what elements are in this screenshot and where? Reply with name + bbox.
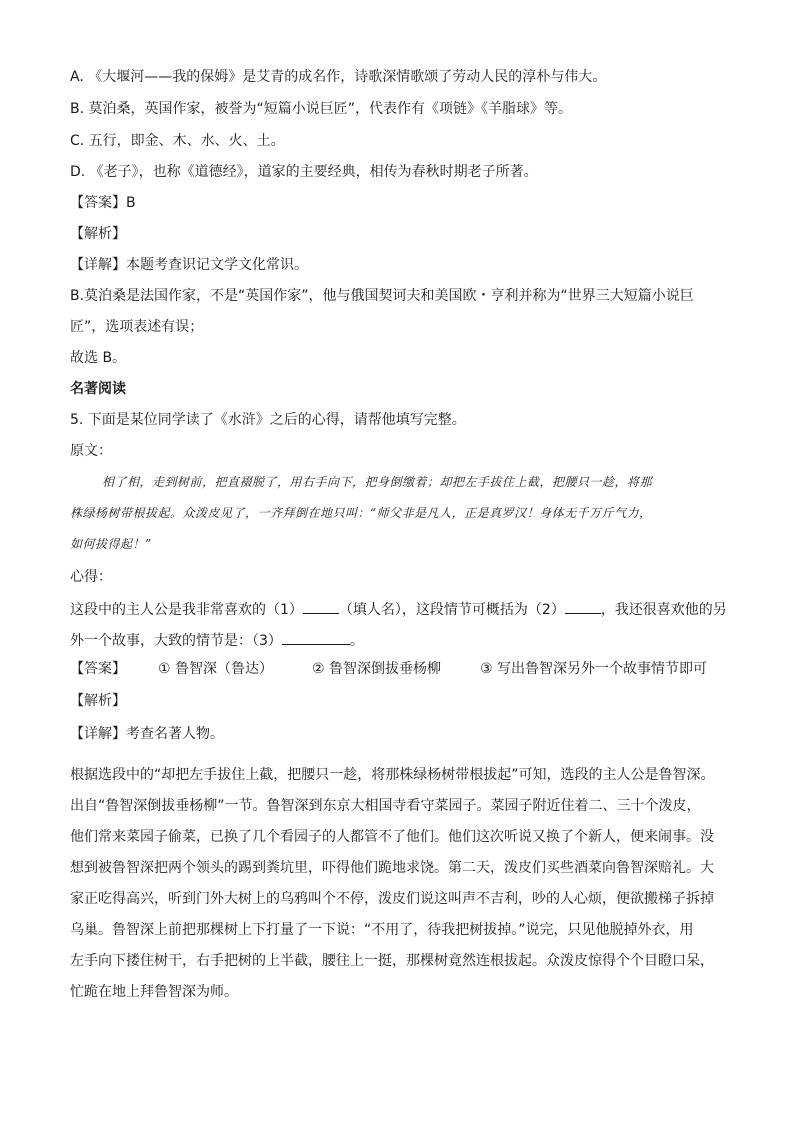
fill-text-1b: （填人名），这段情节可概括为（2） [338, 602, 565, 618]
fill-text-1c: ，我还很喜欢他的另 [600, 602, 727, 618]
answer-text: 写出鲁智深另外一个故事情节即可 [497, 661, 708, 677]
fill-text-2b: 。 [349, 633, 364, 649]
fill-text-1a: 这段中的主人公是我非常喜欢的（1） [70, 602, 303, 618]
q5-original-label: 原文： [70, 443, 112, 459]
circled-number: ① [158, 661, 171, 677]
q5-analysis-label: 【解析】 [70, 693, 126, 709]
explanation-line-4: 想到被鲁智深把两个领头的踢到粪坑里，吓得他们跪地求饶。第二天，泼皮们买些酒菜向鲁智深赔礼。大 [70, 860, 714, 876]
answer-text: 鲁智深（鲁达） [175, 661, 274, 677]
explanation-line-2: 出自“鲁智深倒拔垂杨柳”一节。鲁智深到东京大相国寺看守菜园子。菜园子附近住着二、三十个泼皮， [70, 798, 701, 814]
answer-item-1 [158, 660, 273, 678]
q5-answer-label: 【答案】 [70, 661, 126, 677]
option-c: C. 五行，即金、木、水、火、土。 [70, 133, 285, 149]
answer-item-3 [480, 660, 707, 678]
blank-1[interactable] [303, 599, 339, 614]
original-text-line-2: 株绿杨树带根拔起。众泼皮见了，一齐拜倒在地只叫：“师父非是凡人，正是真罗汉！身体无千万斤气力， [70, 506, 652, 520]
section-title: 名著阅读 [70, 381, 126, 397]
original-text-line-1: 相了相，走到树前，把直裰脱了，用右手向下，把身倒缴着；却把左手拔住上截，把腰只一趁，将那 [102, 475, 653, 489]
fill-text-2a: 外一个故事，大致的情节是：（3） [70, 633, 282, 649]
answer-text: 鲁智深倒拔垂杨柳 [329, 661, 442, 677]
blank-3[interactable] [282, 630, 350, 645]
q5-insight-label: 心得： [70, 569, 112, 585]
q4-explain-line-1: B.莫泊桑是法国作家，不是“英国作家”，他与俄国契诃夫和美国欧・亨利并称为“世界三大短篇小说巨 [70, 288, 694, 304]
option-b: B. 莫泊桑，英国作家，被誉为“短篇小说巨匠”，代表作有《项链》《羊脂球》等。 [70, 101, 573, 117]
explanation-line-7: 左手向下搂住树干，右手把树的上半截，腰往上一挺，那棵树竟然连根拔起。众泼皮惊得个个目瞪口呆， [70, 953, 714, 969]
q5-detail: 【详解】考查名著人物。 [70, 726, 224, 742]
q4-analysis-label: 【解析】 [70, 226, 126, 242]
fill-line-2 [70, 630, 364, 650]
q4-conclusion: 故选 B。 [70, 350, 127, 366]
explanation-line-3: 他们常来菜园子偷菜，已换了几个看园子的人都管不了他们。他们这次听说又换了个新人，便来闹事。没 [70, 829, 714, 845]
explanation-line-1: 根据选段中的“却把左手拔住上截，把腰只一趁，将那株绿杨树带根拔起”可知，选段的主人公是鲁智深。 [70, 767, 715, 783]
fill-line-1 [70, 599, 727, 619]
q4-detail: 【详解】本题考查识记文学文化常识。 [70, 257, 308, 273]
answer-item-2 [312, 660, 441, 678]
option-a: A. 《大堰河——我的保姆》是艾青的成名作，诗歌深情歌颂了劳动人民的淳朴与伟大。 [70, 69, 607, 85]
explanation-line-6: 乌巢。鲁智深上前把那棵树上下打量了一下说：“不用了，待我把树拔掉。”说完，只见他脱掉外衣，用 [70, 922, 694, 938]
q4-answer: 【答案】B [70, 195, 136, 211]
explanation-line-8: 忙跪在地上拜鲁智深为师。 [70, 984, 238, 1000]
circled-number: ② [312, 661, 325, 677]
option-d: D. 《老子》，也称《道德经》，道家的主要经典，相传为春秋时期老子所著。 [70, 164, 538, 180]
q5-prompt: 5. 下面是某位同学读了《水浒》之后的心得，请帮他填写完整。 [70, 412, 466, 428]
original-text-line-3: 如何拔得起！” [70, 537, 152, 551]
q4-explain-line-2: 匠”，选项表述有误； [70, 319, 204, 335]
blank-2[interactable] [565, 599, 601, 614]
circled-number: ③ [480, 661, 493, 677]
explanation-line-5: 家正吃得高兴，听到门外大树上的乌鸦叫个不停，泼皮们说这叫声不吉利，吵的人心烦，便欲搬梯子拆掉 [70, 891, 714, 907]
